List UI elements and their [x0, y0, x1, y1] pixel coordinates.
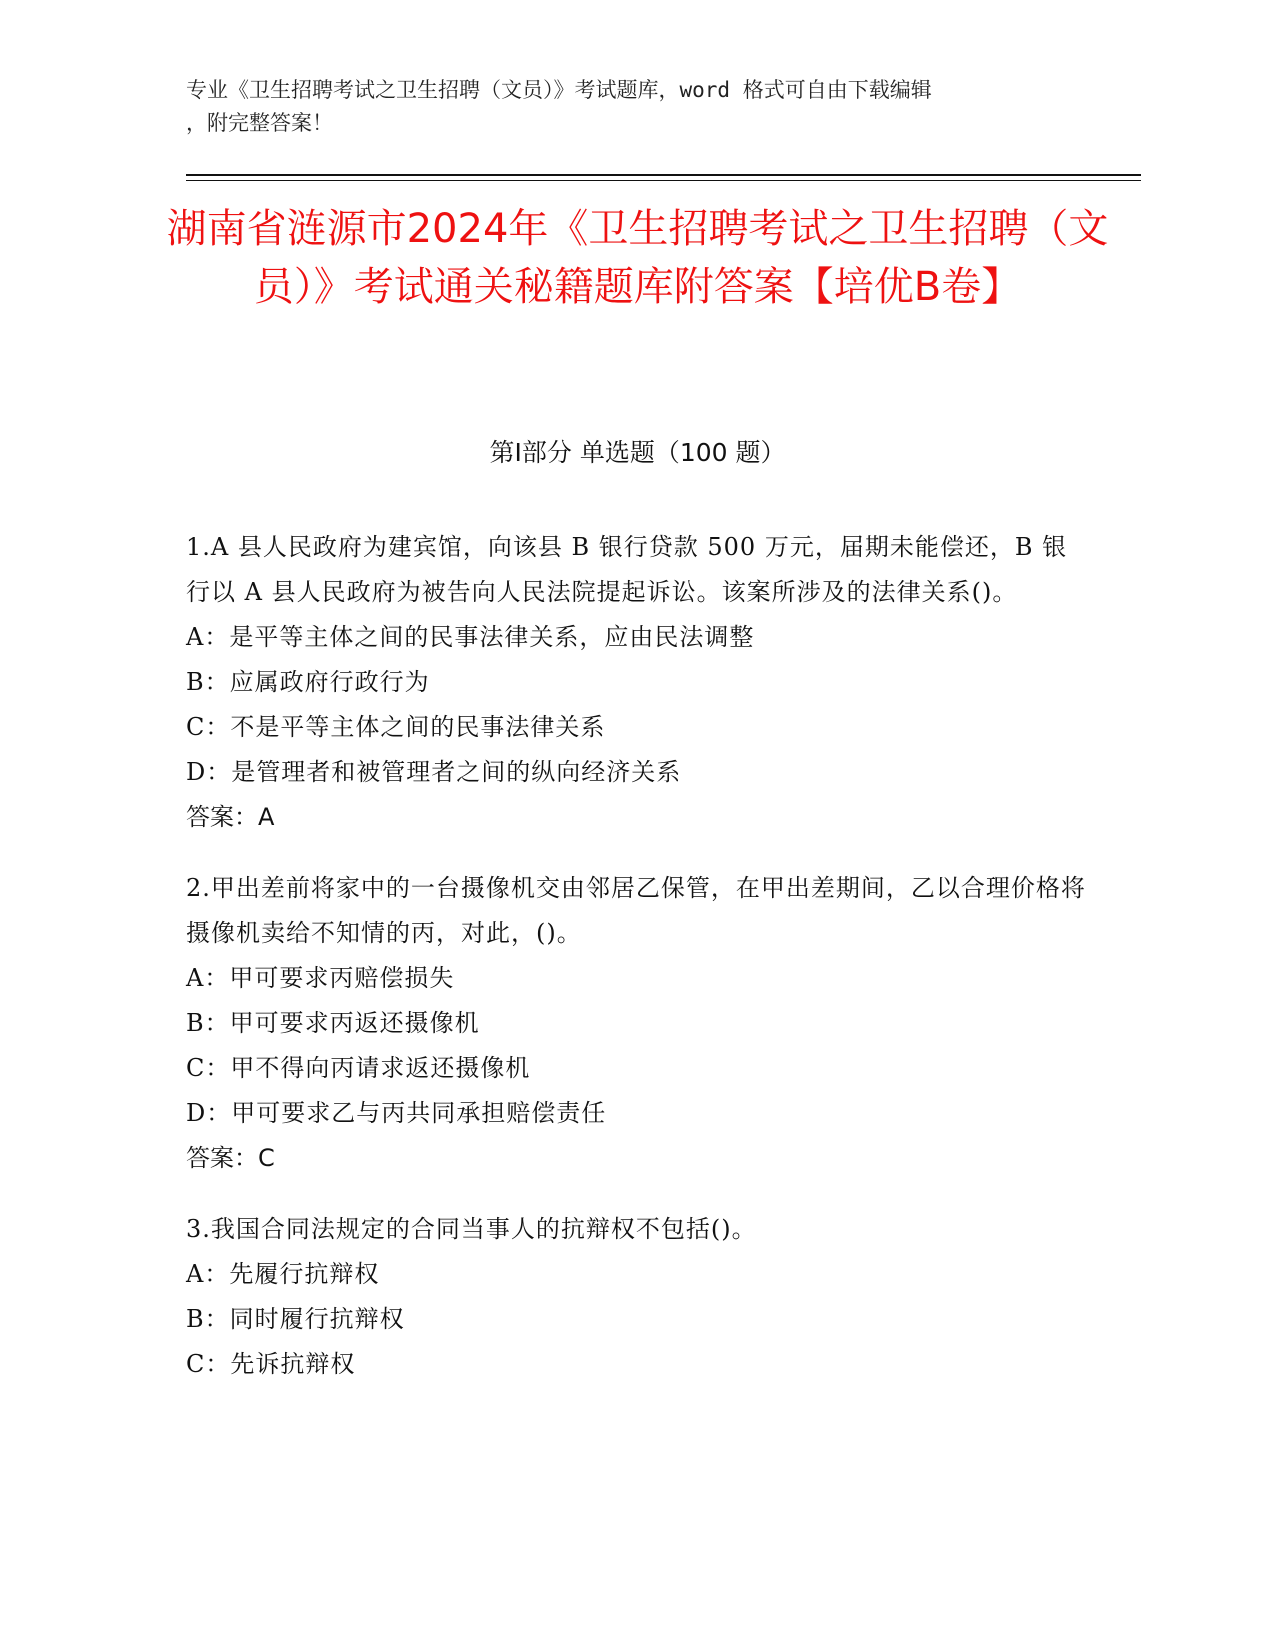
option-b: B：同时履行抗辩权 — [186, 1305, 405, 1333]
question-answer: 答案：A — [186, 803, 275, 831]
option-b: B：甲可要求丙返还摄像机 — [186, 1009, 480, 1037]
option-b: B：应属政府行政行为 — [186, 668, 430, 696]
option-c: C：甲不得向丙请求返还摄像机 — [186, 1054, 531, 1082]
question-1 — [186, 525, 1086, 840]
question-stem: 2.甲出差前将家中的一台摄像机交由邻居乙保管，在甲出差期间，乙以合理价格将摄像机卖给不知情的丙，对此，()。 — [186, 874, 1086, 947]
question-2 — [186, 866, 1086, 1181]
option-d: D：甲可要求乙与丙共同承担赔偿责任 — [186, 1099, 607, 1127]
option-a: A：先履行抗辩权 — [186, 1260, 380, 1288]
option-d: D：是管理者和被管理者之间的纵向经济关系 — [186, 758, 682, 786]
document-title: 湖南省涟源市2024年《卫生招聘考试之卫生招聘（文员）》考试通关秘籍题库附答案【培优B卷】 — [166, 206, 1109, 310]
question-stem: 3.我国合同法规定的合同当事人的抗辩权不包括()。 — [186, 1215, 757, 1243]
option-c: C：不是平等主体之间的民事法律关系 — [186, 713, 606, 741]
option-a: A：甲可要求丙赔偿损失 — [186, 964, 455, 992]
question-list — [186, 525, 1086, 1413]
question-answer: 答案：C — [186, 1144, 275, 1172]
header-rule-thin — [186, 180, 1141, 181]
option-c: C：先诉抗辩权 — [186, 1350, 356, 1378]
question-stem: 1.A 县人民政府为建宾馆，向该县 B 银行贷款 500 万元，届期未能偿还，B 银行以 A 县人民政府为被告向人民法院提起诉讼。该案所涉及的法律关系()。 — [186, 533, 1068, 606]
option-a: A：是平等主体之间的民事法律关系，应由民法调整 — [186, 623, 755, 651]
question-3 — [186, 1207, 1086, 1387]
header-rule-thick — [186, 174, 1141, 176]
section-heading: 第Ⅰ部分 单选题（100 题） — [489, 438, 786, 467]
header-note: 专业《卫生招聘考试之卫生招聘（文员）》考试题库，word 格式可自由下载编辑 ，附完整答案！ — [186, 78, 932, 135]
